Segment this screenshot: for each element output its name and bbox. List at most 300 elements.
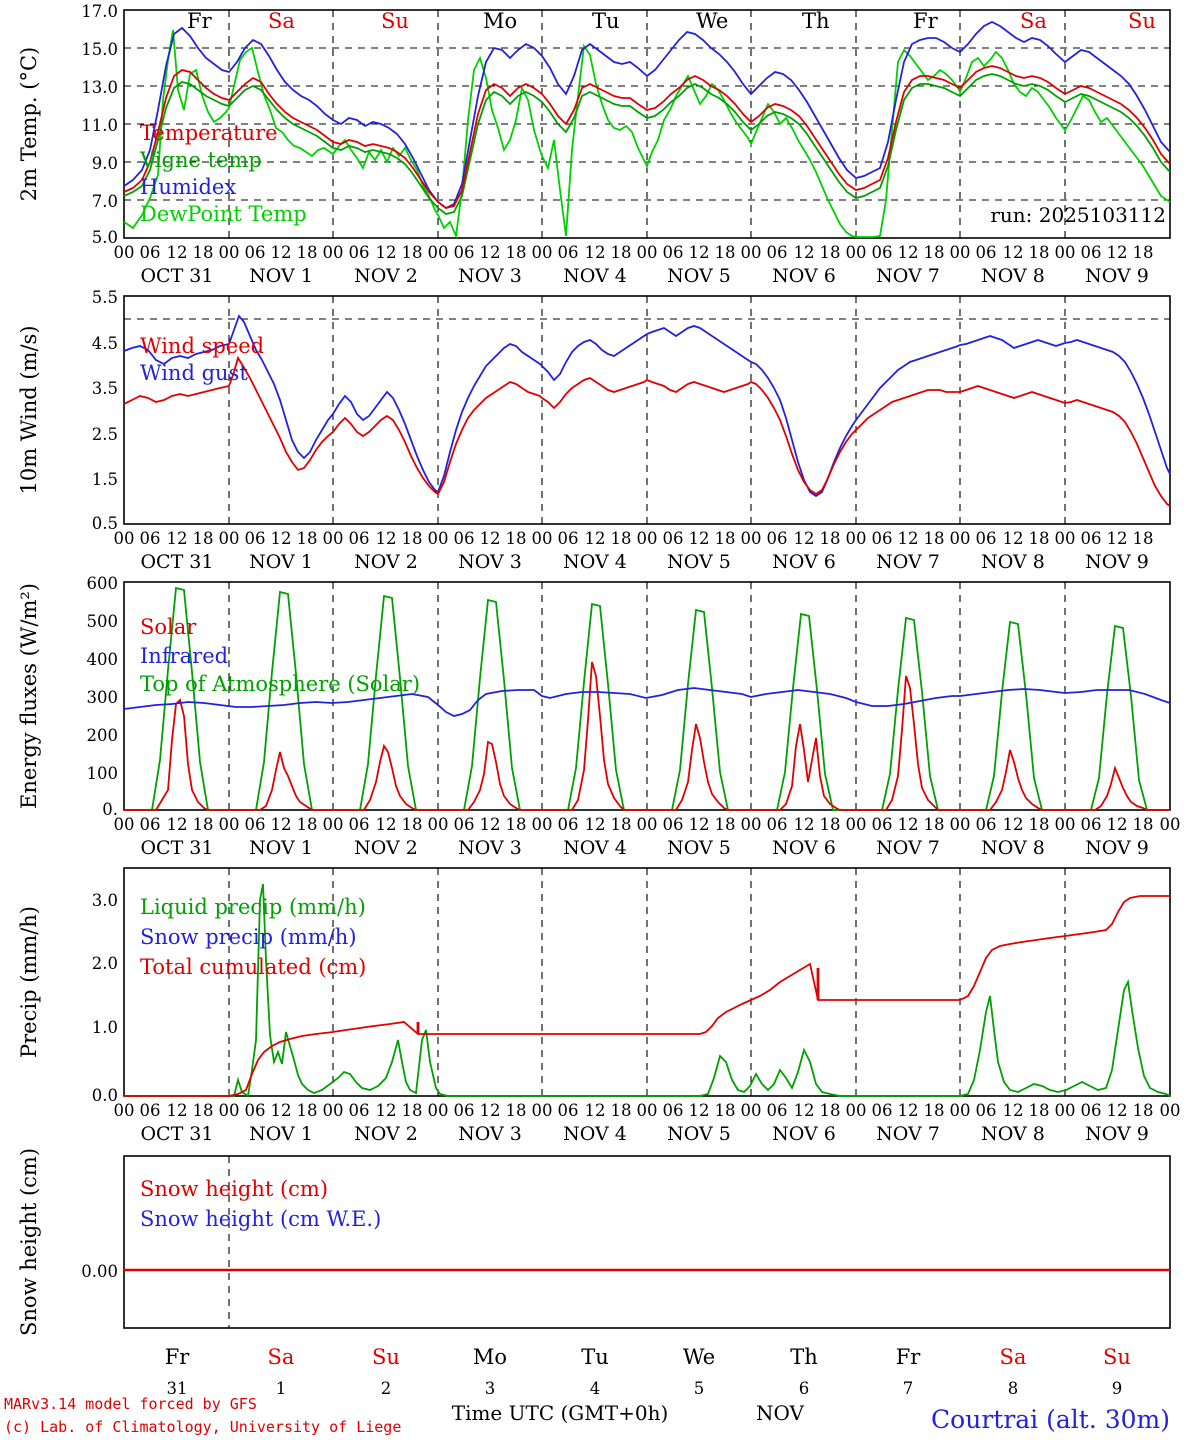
wind-legend <box>140 334 264 385</box>
hour-tick: 18 <box>505 243 527 262</box>
ytick-label: 17.0 <box>81 2 118 21</box>
hour-tick: 12 <box>166 1101 188 1120</box>
day-label: NOV 9 <box>1085 837 1149 859</box>
hour-tick: 18 <box>505 1101 527 1120</box>
hour-tick: 18 <box>192 529 214 548</box>
hour-tick: 00 <box>845 243 867 262</box>
hour-tick: 12 <box>270 529 292 548</box>
hour-tick: 12 <box>1002 243 1024 262</box>
hour-tick: 00 <box>427 529 449 548</box>
hour-tick: 06 <box>662 529 684 548</box>
hour-tick: 18 <box>296 1101 318 1120</box>
hour-tick: 12 <box>375 529 397 548</box>
hour-tick: 06 <box>1080 243 1102 262</box>
hour-tick: 06 <box>975 1101 997 1120</box>
day-labels-1 <box>140 265 1148 287</box>
dow-label: Fr <box>164 1345 190 1369</box>
hour-tick: 00 <box>531 529 553 548</box>
hour-tick: 18 <box>296 815 318 834</box>
day-label: NOV 8 <box>981 265 1045 287</box>
hour-tick: 06 <box>871 529 893 548</box>
hour-tick: 00 <box>113 529 135 548</box>
hour-tick: 06 <box>139 529 161 548</box>
ytick-label: 0. <box>102 800 118 819</box>
dow-label: Fr <box>913 9 938 33</box>
hour-tick: 18 <box>401 243 423 262</box>
hour-tick: 06 <box>557 243 579 262</box>
hour-tick: 00 <box>531 1101 553 1120</box>
day-label: OCT 31 <box>140 1123 214 1145</box>
hour-tick: 00 <box>845 815 867 834</box>
day-labels-2 <box>140 551 1148 573</box>
day-label: NOV 2 <box>354 837 418 859</box>
dow-label: Su <box>1103 1345 1131 1369</box>
hour-tick: 00 <box>531 815 553 834</box>
day-label: NOV 7 <box>876 1123 940 1145</box>
day-label: NOV 7 <box>876 837 940 859</box>
hour-tick: 00 <box>322 529 344 548</box>
hour-tick: 18 <box>401 815 423 834</box>
precip-ytick-labels <box>92 891 118 1105</box>
ytick-label: 2.5 <box>91 425 118 444</box>
day-label: NOV 3 <box>458 265 522 287</box>
day-label: NOV 5 <box>667 837 731 859</box>
hour-tick: 18 <box>819 529 841 548</box>
hour-tick: 06 <box>766 529 788 548</box>
hour-tick: 18 <box>819 1101 841 1120</box>
day-of-week-row-top <box>187 9 1156 33</box>
day-label: NOV 6 <box>772 837 836 859</box>
day-label: NOV 2 <box>354 551 418 573</box>
legend-dewpoint: DewPoint Temp <box>140 202 307 226</box>
hour-tick: 12 <box>584 1101 606 1120</box>
hour-tick: 00 <box>1054 243 1076 262</box>
hour-tick: 00 <box>636 1101 658 1120</box>
hour-tick: 12 <box>1002 815 1024 834</box>
hour-tick: 06 <box>557 1101 579 1120</box>
hour-tick: 00 <box>322 1101 344 1120</box>
snow-y-axis-label: Snow height (cm) <box>17 1147 41 1337</box>
day-label: NOV 9 <box>1085 551 1149 573</box>
hour-tick: 12 <box>1106 529 1128 548</box>
day-number: 9 <box>1111 1379 1123 1398</box>
day-label: NOV 7 <box>876 265 940 287</box>
hour-tick: 00 <box>218 529 240 548</box>
day-label: NOV 4 <box>563 1123 627 1145</box>
hour-tick: 00 <box>322 815 344 834</box>
hour-tick: 18 <box>923 1101 945 1120</box>
day-label: NOV 5 <box>667 1123 731 1145</box>
day-label: NOV 4 <box>563 265 627 287</box>
hour-tick: 12 <box>897 529 919 548</box>
dow-label: Sa <box>268 9 295 33</box>
hour-tick: 00 <box>740 815 762 834</box>
day-of-week-row-bottom <box>165 1345 1131 1369</box>
dow-label: Fr <box>895 1345 921 1369</box>
hour-tick: 06 <box>662 243 684 262</box>
hour-tick: 18 <box>192 243 214 262</box>
day-label: NOV 6 <box>772 1123 836 1145</box>
hour-tick: 18 <box>1132 243 1154 262</box>
energy-y-axis-label: Energy fluxes (W/m²) <box>17 583 41 809</box>
ytick-label: 7.0 <box>91 192 118 211</box>
hour-tick: 00 <box>218 243 240 262</box>
hour-tick: 00 <box>1054 1101 1076 1120</box>
hour-tick: 12 <box>688 1101 710 1120</box>
day-number: 3 <box>484 1379 496 1398</box>
hour-tick: 18 <box>1132 529 1154 548</box>
day-label: NOV 1 <box>249 551 313 573</box>
hour-tick: 06 <box>453 1101 475 1120</box>
day-label: OCT 31 <box>140 551 214 573</box>
hour-tick: 18 <box>1028 529 1050 548</box>
day-label: NOV 2 <box>354 1123 418 1145</box>
hour-tick: 12 <box>584 815 606 834</box>
hour-tick: 00 <box>531 243 553 262</box>
day-label: NOV 8 <box>981 551 1045 573</box>
hour-tick: 18 <box>610 243 632 262</box>
day-label: NOV 8 <box>981 837 1045 859</box>
legend-infrared: Infrared <box>140 644 229 668</box>
hour-tick: 18 <box>714 1101 736 1120</box>
ytick-label: 11.0 <box>81 116 118 135</box>
hour-tick: 06 <box>1080 815 1102 834</box>
hour-tick: 06 <box>766 815 788 834</box>
day-number-row <box>167 1379 1123 1398</box>
hour-tick: 18 <box>1028 243 1050 262</box>
ytick-label: 3.0 <box>91 891 118 910</box>
hour-tick: 12 <box>584 529 606 548</box>
hour-tick: 18 <box>610 815 632 834</box>
ytick-label: 0.0 <box>91 1086 118 1105</box>
day-label: NOV 2 <box>354 265 418 287</box>
day-label: NOV 9 <box>1085 265 1149 287</box>
day-label: NOV 3 <box>458 551 522 573</box>
dow-label: We <box>682 1345 716 1369</box>
ytick-label: 5.5 <box>91 288 118 307</box>
hour-tick: 12 <box>375 1101 397 1120</box>
dow-label: Sa <box>267 1345 295 1369</box>
dow-label: Su <box>1128 9 1156 33</box>
hour-tick: 12 <box>166 243 188 262</box>
energy-ytick-labels <box>87 574 119 819</box>
legend-total-cumulated: Total cumulated (cm) <box>140 955 367 979</box>
day-label: NOV 6 <box>772 265 836 287</box>
hour-tick: 06 <box>453 243 475 262</box>
snow-legend <box>140 1177 381 1231</box>
hour-tick: 12 <box>375 243 397 262</box>
legend-snow-height-we: Snow height (cm W.E.) <box>140 1207 382 1231</box>
hour-tick: 06 <box>766 1101 788 1120</box>
day-labels-4 <box>140 1123 1148 1145</box>
hour-tick: 00 <box>740 529 762 548</box>
hour-tick: 06 <box>662 1101 684 1120</box>
axis-labels-panel-4 <box>114 1101 1181 1145</box>
hour-tick: 18 <box>401 1101 423 1120</box>
day-label: NOV 1 <box>249 837 313 859</box>
hour-tick: 18 <box>610 529 632 548</box>
hour-tick: 18 <box>192 1101 214 1120</box>
hour-tick: 18 <box>1132 1101 1154 1120</box>
ytick-label: 0.00 <box>81 1262 118 1281</box>
ytick-label: 0.5 <box>91 514 118 533</box>
temperature-ytick-labels <box>81 2 118 247</box>
hour-tick: 18 <box>923 529 945 548</box>
wind-y-axis-label: 10m Wind (m/s) <box>17 325 41 495</box>
hour-tick: 06 <box>348 815 370 834</box>
dow-label: Th <box>790 1345 818 1369</box>
hour-tick: 12 <box>479 815 501 834</box>
hour-tick: 12 <box>270 243 292 262</box>
hour-tick: 00 <box>427 243 449 262</box>
day-label: NOV 4 <box>563 551 627 573</box>
hour-tick: 18 <box>505 529 527 548</box>
hour-tick: 18 <box>1028 1101 1050 1120</box>
hour-tick: 00 <box>113 243 135 262</box>
hour-tick: 06 <box>1080 529 1102 548</box>
panel-energy-fluxes <box>17 574 1170 819</box>
hour-tick: 18 <box>819 815 841 834</box>
hour-tick: 12 <box>270 1101 292 1120</box>
day-label: OCT 31 <box>140 265 214 287</box>
panel-temperature <box>17 2 1170 247</box>
temperature-ygrid <box>124 48 1170 200</box>
time-axis-month: NOV <box>756 1401 804 1425</box>
hour-tick: 12 <box>166 529 188 548</box>
hour-tick: 00 <box>949 243 971 262</box>
hour-tick: 18 <box>505 815 527 834</box>
temperature-legend <box>139 121 307 226</box>
legend-vigne-temp: Vigne temp <box>140 148 262 172</box>
hour-tick: 06 <box>975 243 997 262</box>
day-label: NOV 3 <box>458 837 522 859</box>
panel-snow-height <box>17 1148 1170 1398</box>
hour-tick: 00 <box>845 529 867 548</box>
day-label: NOV 8 <box>981 1123 1045 1145</box>
ytick-label: 15.0 <box>81 40 118 59</box>
legend-wind-speed: Wind speed <box>140 334 265 358</box>
legend-liquid-precip: Liquid precip (mm/h) <box>140 895 366 919</box>
axis-labels-panel-3 <box>114 815 1181 859</box>
hour-tick: 00 <box>636 529 658 548</box>
dow-label: We <box>696 9 729 33</box>
hour-tick: 06 <box>871 1101 893 1120</box>
hour-tick: 00 <box>1054 529 1076 548</box>
hour-tick: 06 <box>244 243 266 262</box>
axis-labels-panel-2 <box>114 529 1154 573</box>
day-number: 31 <box>166 1379 188 1398</box>
day-label: NOV 3 <box>458 1123 522 1145</box>
legend-solar: Solar <box>140 615 197 639</box>
hour-tick: 06 <box>244 1101 266 1120</box>
hour-tick: 18 <box>1028 815 1050 834</box>
day-number: 6 <box>798 1379 810 1398</box>
hour-tick: 06 <box>975 815 997 834</box>
hour-tick: 00 <box>113 815 135 834</box>
hour-tick: 06 <box>557 529 579 548</box>
hour-tick: 06 <box>766 243 788 262</box>
site-label: Courtrai (alt. 30m) <box>931 1405 1170 1434</box>
hour-tick: 12 <box>270 815 292 834</box>
hour-tick: 06 <box>871 243 893 262</box>
day-label: NOV 6 <box>772 551 836 573</box>
day-label: NOV 5 <box>667 265 731 287</box>
legend-temperature: Temperature <box>140 121 278 145</box>
hour-tick: 00 <box>949 529 971 548</box>
day-label: OCT 31 <box>140 837 214 859</box>
hour-tick: 18 <box>714 243 736 262</box>
hour-tick: 18 <box>923 815 945 834</box>
dow-label: Mo <box>472 1345 508 1369</box>
ytick-label: 9.0 <box>91 154 118 173</box>
hour-tick: 12 <box>479 529 501 548</box>
hour-tick: 06 <box>244 815 266 834</box>
hour-tick: 18 <box>296 243 318 262</box>
dow-label: Tu <box>581 1345 609 1369</box>
hour-tick: 18 <box>401 529 423 548</box>
dow-label: Mo <box>483 9 518 33</box>
hour-tick: 06 <box>139 815 161 834</box>
hour-tick: 12 <box>793 529 815 548</box>
lab-credit-line: (c) Lab. of Climatology, University of Liege <box>4 1418 402 1436</box>
hour-tick: 00 <box>322 243 344 262</box>
hour-tick: 00 <box>845 1101 867 1120</box>
ytick-label: 1.0 <box>91 1018 118 1037</box>
day-label: NOV 4 <box>563 837 627 859</box>
ytick-label: 2.0 <box>91 954 118 973</box>
hour-tick: 18 <box>1132 815 1154 834</box>
ytick-label: 300 <box>86 688 118 707</box>
hour-tick: 00 <box>949 1101 971 1120</box>
hour-tick: 12 <box>793 1101 815 1120</box>
hour-tick: 18 <box>923 243 945 262</box>
day-number: 2 <box>380 1379 392 1398</box>
time-axis-label: Time UTC (GMT+0h) <box>451 1401 669 1425</box>
hour-tick: 12 <box>897 243 919 262</box>
dow-label: Sa <box>999 1345 1027 1369</box>
hour-tick: 06 <box>871 815 893 834</box>
hour-tick: 00 <box>1159 1101 1181 1120</box>
legend-snow-precip: Snow precip (mm/h) <box>140 925 357 949</box>
ytick-label: 100 <box>86 764 118 783</box>
precip-legend <box>140 895 366 979</box>
series-temperature <box>124 66 1170 208</box>
legend-wind-gust: Wind gust <box>140 361 248 385</box>
ytick-label: 3.5 <box>91 379 118 398</box>
hour-tick: 00 <box>218 1101 240 1120</box>
hour-tick: 00 <box>949 815 971 834</box>
hour-tick: 12 <box>1106 1101 1128 1120</box>
day-number: 4 <box>589 1379 601 1398</box>
hour-tick: 12 <box>1106 815 1128 834</box>
hour-tick: 18 <box>610 1101 632 1120</box>
hour-tick: 12 <box>166 815 188 834</box>
dow-label: Fr <box>187 9 212 33</box>
energy-day-separators <box>229 582 1065 810</box>
ytick-label: 400 <box>86 650 118 669</box>
day-number: 8 <box>1007 1379 1019 1398</box>
hour-tick: 06 <box>453 529 475 548</box>
hour-tick: 06 <box>1080 1101 1102 1120</box>
hour-tick: 12 <box>375 815 397 834</box>
hour-tick: 00 <box>636 815 658 834</box>
legend-humidex: Humidex <box>140 175 237 199</box>
hour-tick: 12 <box>479 1101 501 1120</box>
dow-label: Tu <box>592 9 620 33</box>
hour-tick: 12 <box>688 529 710 548</box>
hour-tick: 12 <box>793 815 815 834</box>
hour-tick: 18 <box>714 815 736 834</box>
hour-tick: 00 <box>1159 815 1181 834</box>
legend-snow-height: Snow height (cm) <box>140 1177 329 1201</box>
ytick-label: 4.5 <box>91 334 118 353</box>
hour-tick: 12 <box>688 815 710 834</box>
hour-tick: 06 <box>244 529 266 548</box>
day-label: NOV 9 <box>1085 1123 1149 1145</box>
ytick-label: 5.0 <box>91 228 118 247</box>
hour-tick: 06 <box>453 815 475 834</box>
hour-tick: 00 <box>427 1101 449 1120</box>
hour-tick: 00 <box>740 1101 762 1120</box>
hour-tick: 12 <box>479 243 501 262</box>
dow-label: Su <box>372 1345 400 1369</box>
hour-tick: 06 <box>348 243 370 262</box>
hour-tick: 12 <box>584 243 606 262</box>
axis-labels-panel-1 <box>114 243 1154 287</box>
wind-ytick-labels <box>92 288 118 533</box>
hour-tick: 06 <box>348 529 370 548</box>
hour-tick: 18 <box>819 243 841 262</box>
day-label: NOV 1 <box>249 1123 313 1145</box>
hour-ticks-4 <box>114 1101 1181 1120</box>
day-label: NOV 5 <box>667 551 731 573</box>
legend-top-of-atmosphere: Top of Atmosphere (Solar) <box>140 672 421 696</box>
dow-label: Th <box>802 9 830 33</box>
ytick-label: 200 <box>86 726 118 745</box>
hour-ticks-1 <box>114 243 1154 262</box>
run-label: run: 2025103112 <box>990 203 1166 227</box>
ytick-label: 600 <box>86 574 118 593</box>
day-number: 5 <box>693 1379 705 1398</box>
hour-tick: 18 <box>296 529 318 548</box>
ytick-label: 500 <box>86 612 118 631</box>
hour-tick: 18 <box>192 815 214 834</box>
hour-tick: 06 <box>557 815 579 834</box>
hour-tick: 06 <box>139 1101 161 1120</box>
hour-tick: 06 <box>975 529 997 548</box>
hour-ticks-2 <box>114 529 1154 548</box>
hour-tick: 12 <box>688 243 710 262</box>
day-number: 1 <box>275 1379 287 1398</box>
hour-tick: 00 <box>1054 815 1076 834</box>
hour-tick: 06 <box>348 1101 370 1120</box>
dow-label: Sa <box>1020 9 1047 33</box>
hour-tick: 12 <box>897 1101 919 1120</box>
hour-tick: 18 <box>714 529 736 548</box>
model-credit-line: MARv3.14 model forced by GFS <box>4 1395 257 1413</box>
temperature-y-axis-label: 2m Temp. (°C) <box>17 46 41 202</box>
hour-tick: 12 <box>1002 529 1024 548</box>
hour-tick: 12 <box>1002 1101 1024 1120</box>
panel-wind <box>17 288 1170 533</box>
hour-ticks-3 <box>114 815 1181 834</box>
ytick-label: 13.0 <box>81 78 118 97</box>
panel-precip <box>17 868 1170 1105</box>
hour-tick: 00 <box>427 815 449 834</box>
hour-tick: 00 <box>218 815 240 834</box>
day-label: NOV 1 <box>249 265 313 287</box>
hour-tick: 06 <box>139 243 161 262</box>
